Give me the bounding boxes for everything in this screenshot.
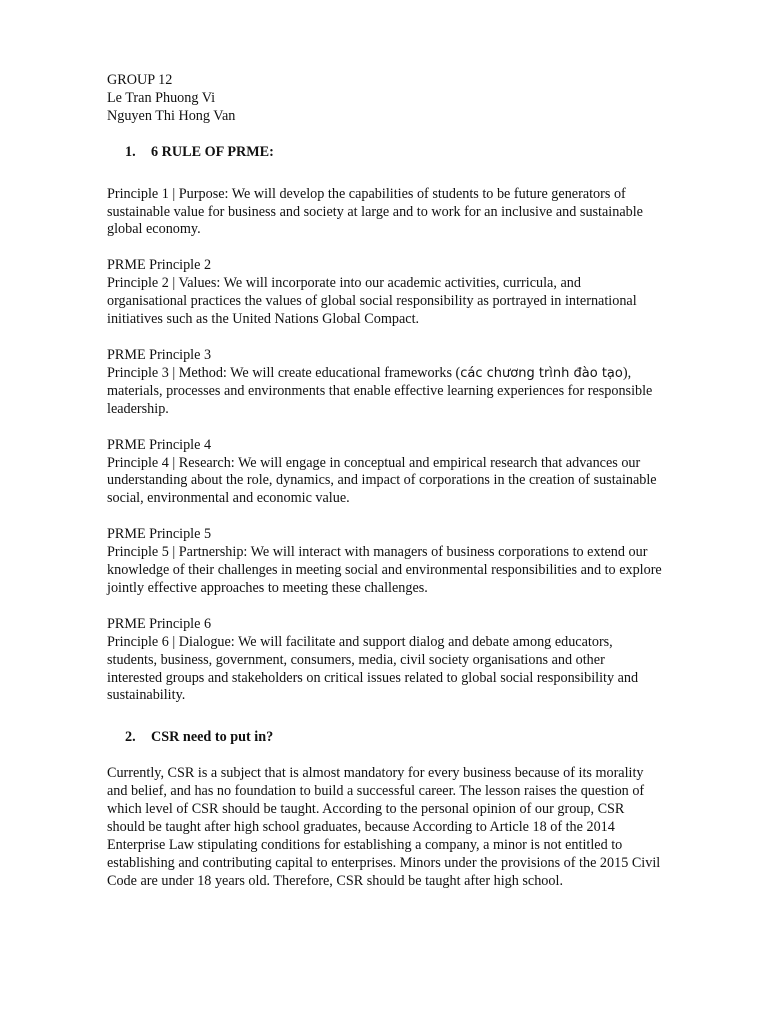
paragraph-line: should be taught after high school graduates, because According to Article 18 of the 2014 [107, 819, 615, 835]
principle-text-line: Principle 4 | Research: We will engage in conceptual and empirical research that advances our [107, 454, 641, 471]
principle-text-line: Principle 1 | Purpose: We will develop the capabilities of students to be future generators of [107, 185, 626, 202]
principle-text-line: global economy. [107, 221, 201, 238]
section-heading [125, 144, 705, 162]
document-body [107, 72, 705, 891]
principle-text-line: understanding about the role, dynamics, and impact of corporations in the creation of sustainable [107, 472, 657, 489]
principle-title: PRME Principle 5 [107, 526, 212, 543]
principle-text-line: organisational practices the values of global social responsibility as portrayed in international [107, 293, 637, 310]
member-name: Le Tran Phuong Vi [107, 89, 216, 106]
principle-title: PRME Principle 4 [107, 436, 212, 453]
paragraph-line: establishing and contributing capital to enterprises. Minors under the provisions of the 2015 Civil [107, 854, 661, 871]
principle-block [107, 347, 705, 419]
paragraph-line: and belief, and has no foundation to build a successful career. The lesson raises the question of [107, 783, 645, 800]
principle-text-line [107, 365, 705, 383]
member-name: Nguyen Thi Hong Van [107, 107, 236, 124]
section-number: 2. [125, 729, 136, 746]
section-title: CSR need to put in? [151, 729, 274, 746]
principle-text-line: students, business, government, consumers, media, civil society organisations and other [107, 651, 605, 668]
principle-text-line: leadership. [107, 400, 169, 417]
principle-title: PRME Principle 2 [107, 257, 212, 274]
section-title: 6 RULE OF PRME: [151, 143, 274, 160]
paragraph-line: Currently, CSR is a subject that is almost mandatory for every business because of its morality [107, 765, 644, 782]
principle-text-line: interested groups and stakeholders on critical issues related to global social responsibility and [107, 669, 639, 686]
principle-text-line: jointly effective approaches to meeting these challenges. [107, 579, 428, 596]
principle-text-line: sustainability. [107, 687, 186, 704]
principle-text-end: ), [622, 364, 632, 381]
group-name: GROUP 12 [107, 72, 173, 88]
paragraph-line: Code are under 18 years old. Therefore, CSR should be taught after high school. [107, 872, 563, 889]
principle-title: PRME Principle 3 [107, 346, 212, 363]
principle-text-line: materials, processes and environments that enable effective learning experiences for responsible [107, 382, 653, 399]
principle-text-line: social, environmental and economic value. [107, 490, 350, 507]
paragraph-line: which level of CSR should be taught. According to the personal opinion of our group, CSR [107, 801, 625, 818]
principle-title: PRME Principle 6 [107, 615, 212, 632]
principle-block [107, 437, 705, 509]
principle-text-line: Principle 2 | Values: We will incorporate into our academic activities, curricula, and [107, 275, 581, 292]
principle-text-line: initiatives such as the United Nations Global Compact. [107, 311, 420, 328]
csr-paragraph [107, 765, 705, 890]
vietnamese-gloss: các chương trình đào tạo [460, 365, 623, 381]
principle-text-line: Principle 6 | Dialogue: We will facilitate and support dialog and debate among educators, [107, 633, 613, 650]
principle-text-start: Principle 3 | Method: We will create educational frameworks ( [107, 364, 461, 381]
section-heading [125, 729, 705, 747]
principle-text-line: Principle 5 | Partnership: We will interact with managers of business corporations to extend our [107, 544, 648, 561]
section-number: 1. [125, 143, 136, 160]
principle-text-line: knowledge of their challenges in meeting social and environmental responsibilities and to explore [107, 562, 662, 579]
paragraph-line: Enterprise Law stipulating conditions for establishing a company, a minor is not entitled to [107, 836, 623, 853]
principle-block [107, 186, 705, 240]
principle-block [107, 257, 705, 329]
principle-text-line: sustainable value for business and society at large and to work for an inclusive and sustainable [107, 203, 643, 220]
principle-block [107, 526, 705, 598]
principle-block [107, 616, 705, 706]
